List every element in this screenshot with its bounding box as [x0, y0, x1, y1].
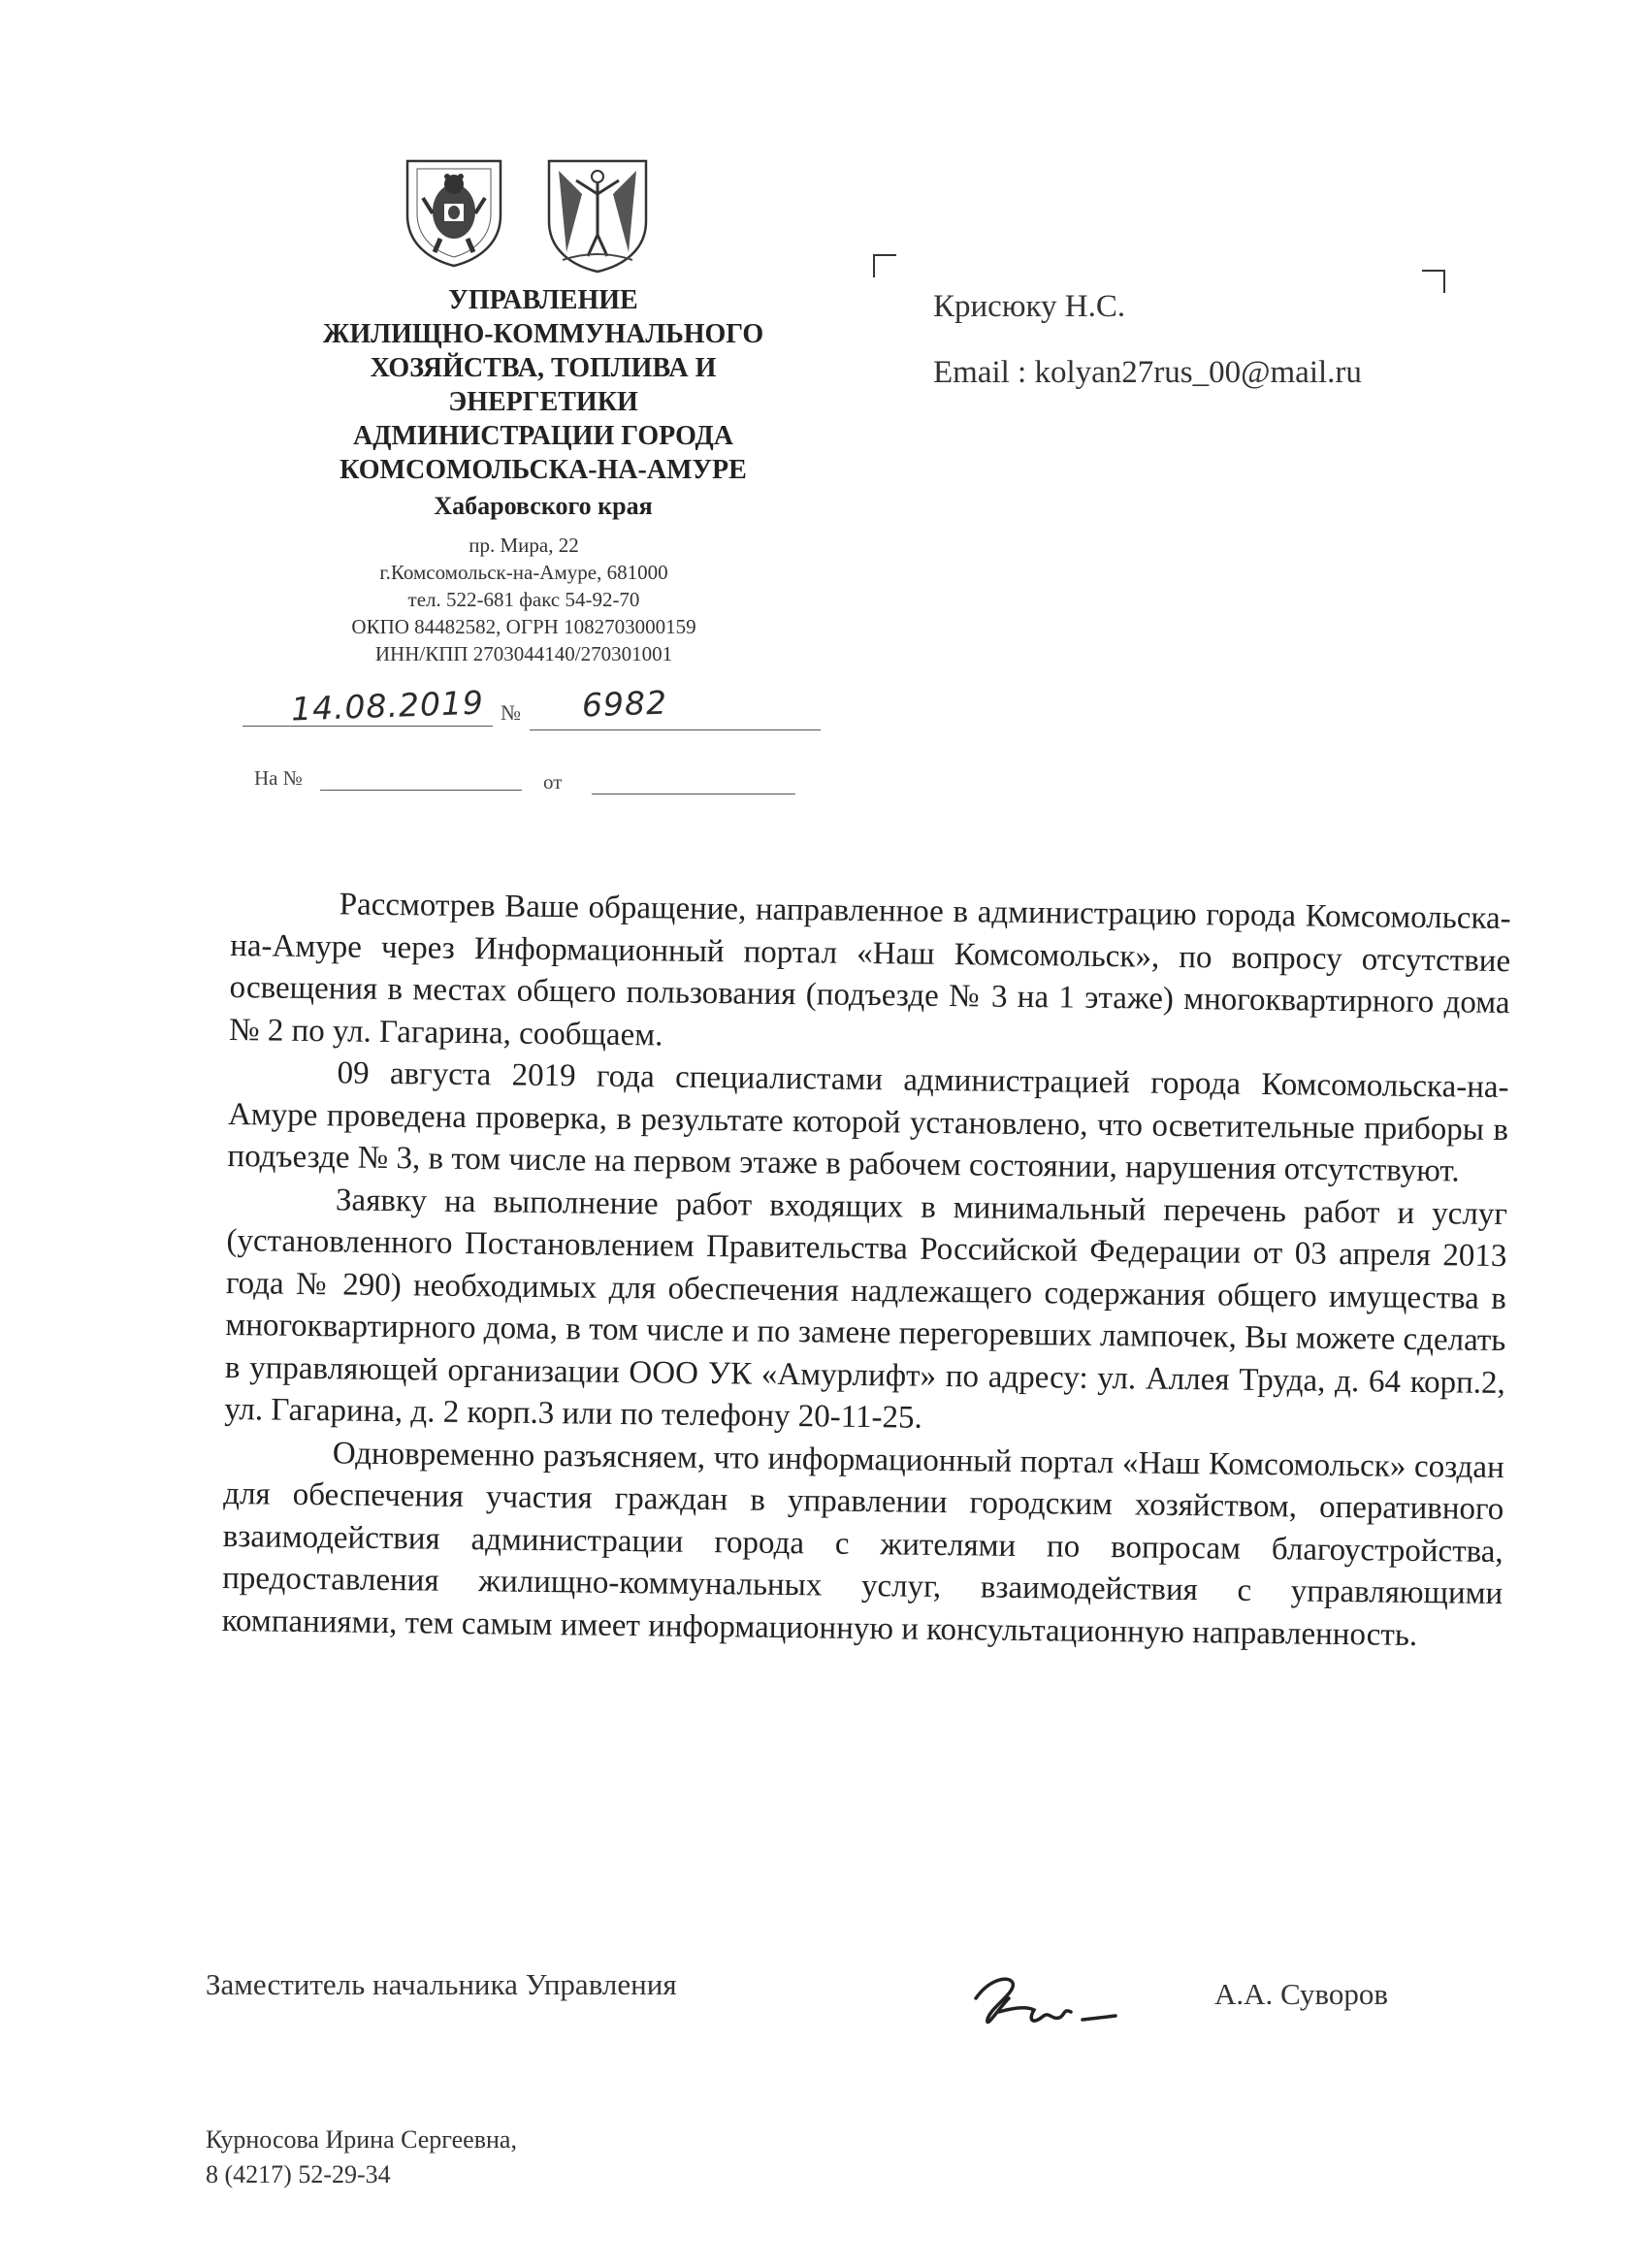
registration-date-underline — [242, 726, 493, 727]
org-name-line: ЭНЕРГЕТИКИ — [448, 387, 638, 417]
address-corner-mark-left — [873, 254, 896, 277]
org-name-line: ХОЗЯЙСТВА, ТОПЛИВА И — [370, 353, 717, 383]
address-corner-mark-right — [1422, 270, 1445, 293]
letter-body — [221, 883, 1510, 1658]
org-okpo-ogrn: ОКПО 84482582, ОГРН 1082703000159 — [351, 615, 696, 638]
org-name-line: АДМИНИСТРАЦИИ ГОРОДА — [353, 421, 733, 451]
registration-date: 14.08.2019 — [290, 683, 485, 729]
body-paragraph: 09 августа 2019 года специалистами администрацией города Комсомольска-на-Амуре проведена проверка, в результате которой установлено, что осветительные приборы в подъезде № 3, в том числе на первом этаже в рабочем состоянии, нарушения отсутствуют. — [227, 1055, 1509, 1189]
executor-block — [206, 2122, 517, 2192]
signer-title: Заместитель начальника Управления — [206, 1967, 677, 2001]
body-paragraph: Одновременно разъясняем, что информационный портал «Наш Комсомольск» создан для обеспечения участия граждан в управлении городским хозяйством, оперативного взаимодействия администрации города с жителями по вопросам благоустройства, предоставления жилищно-коммунальных услуг, взаимодействия с управляющими компаниями, тем самым имеет информационную и консультационную направленность. — [221, 1435, 1504, 1653]
komsomolsk-city-coat-of-arms-icon — [543, 155, 652, 275]
org-address-street: пр. Мира, 22 — [469, 534, 579, 557]
registration-row — [242, 679, 824, 737]
body-paragraph: Заявку на выполнение работ входящих в минимальный перечень работ и услуг (установленного Постановлением Правительства Российской Федерации от 03 апреля 2013 года № 290) необходимых для обеспечения надлежащего содержания общего имущества в многоквартирного дома, в том числе и по замене перегоревших лампочек, Вы можете сделать в управляющей организации ООО УК «Амурлифт» по адресу: ул. Аллея Труда, д. 64 корп.2, ул. Гагарина, д. 2 корп.3 или по телефону 20-11-25. — [224, 1182, 1508, 1436]
org-name-line: ЖИЛИЩНО-КОММУНАЛЬНОГО — [322, 319, 764, 349]
addressee-name: Крисюку Н.С. — [933, 289, 1126, 324]
registration-number-label: № — [501, 700, 521, 725]
khabarovsk-krai-coat-of-arms-icon — [400, 155, 508, 270]
org-address-city: г.Комсомольск-на-Амуре, 681000 — [379, 561, 668, 584]
reference-number-underline — [320, 790, 522, 791]
body-paragraph: Рассмотрев Ваше обращение, направленное в администрацию города Комсомольска-на-Амуре через Информационный портал «Наш Комсомольск», по вопросу отсутствие освещения в местах общего пользования (подъезде № 3 на 1 этаже) многоквартирного дома № 2 по ул. Гагарина, сообщаем. — [228, 887, 1511, 1053]
reference-date-label: от — [543, 770, 563, 794]
executor-name: Курносова Ирина Сергеевна, — [206, 2125, 517, 2154]
registration-number: 6982 — [581, 683, 668, 725]
registration-number-underline — [530, 729, 821, 730]
reference-row — [254, 766, 836, 805]
addressee-email: Email : kolyan27rus_00@mail.ru — [933, 355, 1362, 390]
org-contacts — [291, 532, 757, 667]
letterhead — [272, 283, 815, 523]
org-inn-kpp: ИНН/КПП 2703044140/270301001 — [374, 642, 673, 665]
reference-number-label: На № — [254, 766, 303, 790]
org-name-line: КОМСОМОЛЬСКА-НА-АМУРЕ — [340, 455, 747, 485]
org-region: Хабаровского края — [434, 492, 653, 520]
org-name-line: УПРАВЛЕНИЕ — [448, 285, 638, 315]
handwritten-signature-icon — [970, 1969, 1135, 2052]
executor-phone: 8 (4217) 52-29-34 — [206, 2160, 391, 2188]
signer-name: А.А. Суворов — [1214, 1977, 1388, 2011]
org-phone-fax: тел. 522-681 факс 54-92-70 — [407, 588, 640, 611]
